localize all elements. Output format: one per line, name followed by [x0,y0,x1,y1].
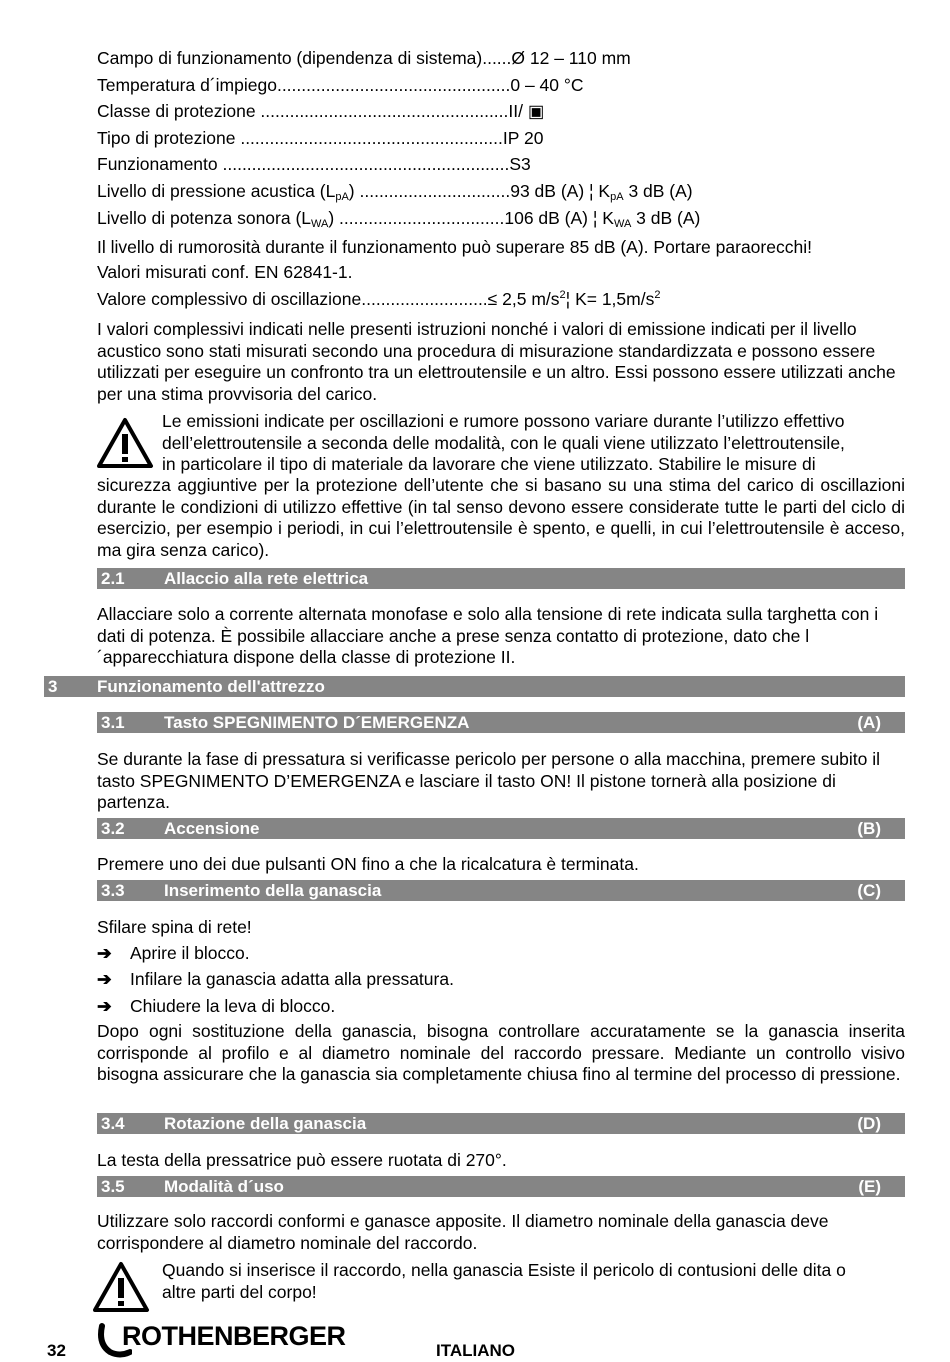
spec-label: Classe di protezione [97,101,261,121]
spec-value: 93 dB (A) ¦ K [510,181,611,201]
paragraph-3-1: Se durante la fase di pressatura si verificasse pericolo per persone o alla macchina, premere subito il tasto SPEGNIMENTO D’EMERGENZA e lasciare il tasto ON! Il pistone tornerà alla posizione di partenza. [97,749,881,812]
spec-value: ≤ 2,5 m/s [487,289,560,309]
subscript: WA [311,218,329,230]
warning-text-block [162,411,845,476]
paragraph-3-5: Utilizzare solo raccordi conformi e ganasce apposite. Il diametro nominale della ganascia deve corrispondere al diametro nominale del raccordo. [97,1211,829,1253]
section-title: Funzionamento dell'attrezzo [97,677,325,696]
section-title: Accensione [164,819,260,838]
warning-line: Le emissioni indicate per oscillazioni e rumore possono variare durante l’utilizzo effettivo [162,411,845,431]
step-item [97,942,250,964]
section-heading-3-2 [97,818,905,839]
spec-value-tail: 3 dB (A) [631,208,701,228]
spec-value: IP 20 [502,128,544,148]
arrow-icon: ➔ [97,969,112,989]
spec-dots: ................................................... [260,101,509,121]
rothenberger-logo [96,1320,356,1360]
spec-value-tail: ¦ K= 1,5m/s [565,289,655,309]
spec-dots: ................................................ [276,75,511,95]
subscript: WA [613,218,632,230]
warning-line: Quando si inserisce il raccordo, nella ganascia Esiste il pericolo di contusioni delle dita o [162,1260,846,1280]
step-item [97,968,454,990]
paragraph-3-3b: Dopo ogni sostituzione della ganascia, bisogna controllare accuratamente se la ganascia inserita corrisponde al profilo e al diametro nominale del raccordo pressare. Mediante un controllo visivo bisogna assicurare che la ganascia sia completamente chiusa fino al termine del processo di pressione. [97,1021,905,1084]
spec-line [97,153,531,175]
noise-note: Il livello di rumorosità durante il funzionamento può superare 85 dB (A). Portare paraorecchi! [97,237,812,257]
section-heading-3 [44,676,905,697]
figure-ref: (B) [857,819,881,838]
spec-line [97,100,544,122]
spec-label: Valore complessivo di oscillazione [97,289,362,309]
section-heading-2-1 [97,568,905,589]
figure-ref: (A) [857,713,881,732]
vibration-line [97,288,660,310]
paragraph-3-2: Premere uno dei due pulsanti ON fino a che la ricalcatura è terminata. [97,854,639,874]
arrow-icon: ➔ [97,943,112,963]
spec-label: Tipo di protezione [97,128,241,148]
sound-pressure-line [97,180,693,202]
warning-line: altre parti del corpo! [162,1282,317,1302]
figure-ref: (E) [858,1177,881,1196]
spec-line [97,47,631,69]
section-title: Inserimento della ganascia [164,881,382,900]
step-text: Infilare la ganascia adatta alla pressatura. [130,969,454,989]
spec-dots: ............................... [359,181,511,201]
paragraph-3-4: La testa della pressatrice può essere ruotata di 270°. [97,1150,507,1170]
section-title: Modalità d´uso [164,1177,284,1196]
section-title: Allaccio alla rete elettrica [164,569,369,588]
spec-line [97,74,584,96]
figure-ref: (C) [857,881,881,900]
step-item [97,995,335,1017]
section-number: 3 [48,677,58,696]
section-title: Rotazione della ganascia [164,1114,367,1133]
spec-label: Livello di pressione acustica (L [97,181,336,201]
spec-label: Livello di potenza sonora (L [97,208,312,228]
spec-value: 0 – 40 °C [510,75,584,95]
section-number: 3.3 [101,881,125,900]
section-heading-3-5 [97,1176,905,1197]
spec-value: S3 [509,154,531,174]
logo-wordmark: ROTHENBERGER [122,1321,346,1351]
language-label: ITALIANO [436,1341,516,1360]
section-number: 3.1 [101,713,125,732]
spec-value: Ø 12 – 110 mm [511,48,631,68]
section-number: 3.5 [101,1177,125,1196]
measured-note: Valori misurati conf. EN 62841-1. [97,262,353,282]
section-heading-3-1 [97,712,905,733]
superscript: 2 [559,289,566,301]
paragraph-2-1: Allacciare solo a corrente alternata monofase e solo alla tensione di rete indicata sulla targhetta con i dati di potenza. È possibile allacciare anche a prese senza contatto di protezione, dato che l´apparecchiatura dispone della classe di protezione II. [97,604,879,667]
spec-dots: ...... [482,48,512,68]
figure-ref: (D) [857,1114,881,1133]
warning-icon [92,1261,150,1313]
spec-value: 106 dB (A) ¦ K [504,208,614,228]
section-heading-3-3 [97,880,905,901]
subscript: pA [335,191,349,203]
spec-dots: ...................................................... [240,128,503,148]
spec-label: Campo di funzionamento (dipendenza di sistema) [97,48,483,68]
spec-label: Temperatura d´impiego [97,75,277,95]
step-text: Aprire il blocco. [130,943,250,963]
paren: ) [328,208,340,228]
section-number: 3.4 [101,1114,125,1133]
spec-line [97,127,543,149]
section-title: Tasto SPEGNIMENTO D´EMERGENZA [164,713,470,732]
section-number: 2.1 [101,569,125,588]
subscript: pA [610,191,624,203]
spec-label: Funzionamento [97,154,223,174]
sound-power-line [97,207,700,229]
section-heading-3-4 [97,1113,905,1134]
paragraph-3-3a: Sfilare spina di rete! [97,917,252,937]
spec-dots: ........................................................... [222,154,510,174]
superscript: 2 [654,289,661,301]
step-text: Chiudere la leva di blocco. [130,996,336,1016]
warning-icon [96,417,154,469]
warning-line: in particolare il tipo di materiale da lavorare che viene utilizzato. Stabilire le misure di [162,454,816,474]
paren: ) [348,181,360,201]
spec-dots: .................................. [339,208,505,228]
spec-value-tail: 3 dB (A) [623,181,693,201]
spec-value: II/ ▣ [508,101,545,121]
warning-text-rest: sicurezza aggiuntive per la protezione dell’utente che si basano su una stima del carico di oscillazioni durante le condizioni di utilizzo effettive (in tal senso devono essere considerate tutte le parti del ciclo di esercizio, per esempio i periodi, in cui l’elettroutensile è spento, e quelli, in cui l’elettroutensile è acceso, ma gira senza carico). [97,475,905,560]
warning-line: dell’elettroutensile a seconda delle modalità, con le quali viene utilizzato l’elettroutensile, [162,432,845,453]
section-number: 3.2 [101,819,125,838]
paragraph-values: I valori complessivi indicati nelle presenti istruzioni nonché i valori di emissione indicati per il livello acustico sono stati misurati secondo una procedura di misurazione standardizzata e possono essere utilizzati per eseguire un confronto tra un elettroutensile e un altro. Essi possono essere utilizzati anche per una stima provvisoria del carico. [97,319,896,404]
arrow-icon: ➔ [97,996,112,1016]
spec-dots: .......................... [361,289,488,309]
warning-text-block [162,1259,846,1303]
page-number: 32 [47,1341,66,1360]
